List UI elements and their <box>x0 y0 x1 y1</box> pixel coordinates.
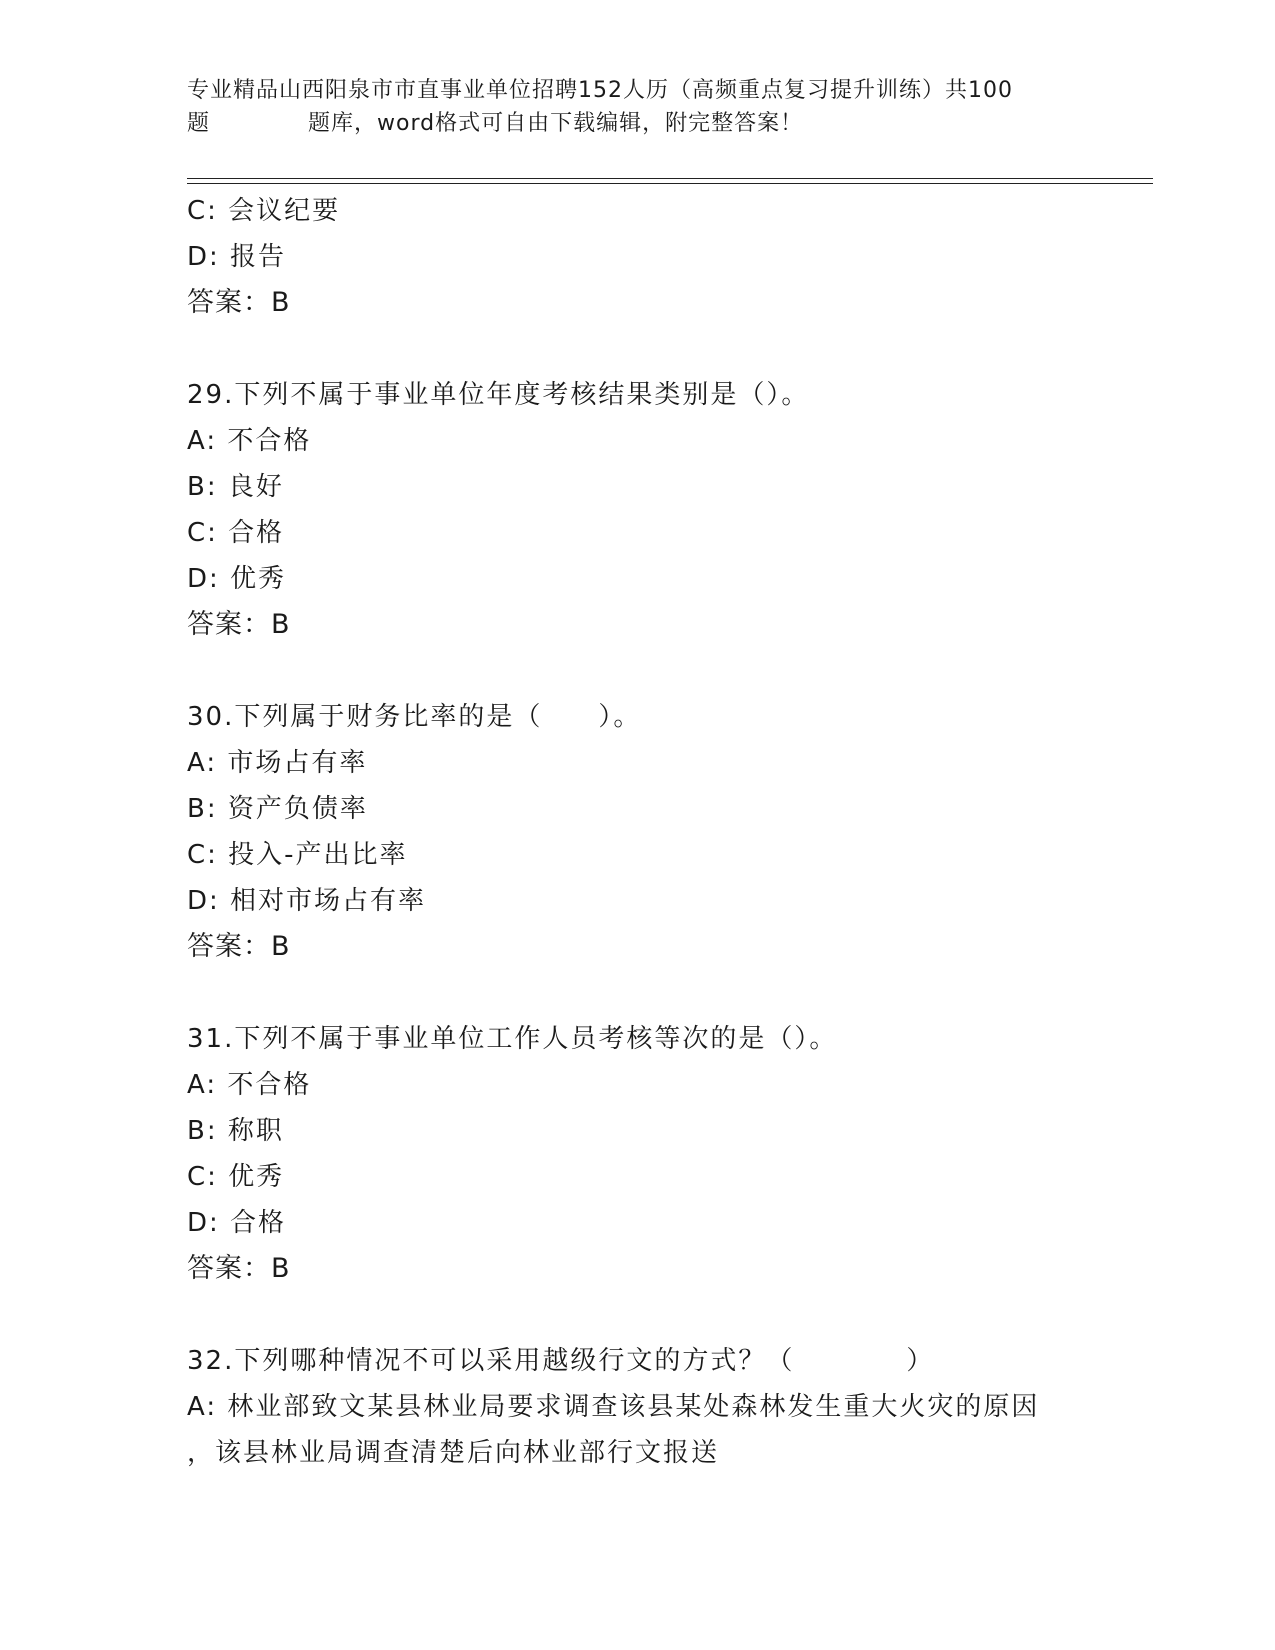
spacer <box>187 970 1147 1016</box>
option-b: B: 称职 <box>187 1116 284 1146</box>
option-a: A: 市场占有率 <box>187 748 368 778</box>
answer-line: 答案：B <box>187 609 291 640</box>
spacer <box>187 1292 1147 1338</box>
question-32 <box>187 1338 1147 1476</box>
question-stem: 29.下列不属于事业单位年度考核结果类别是（）。 <box>187 380 810 410</box>
question-stem: 32.下列哪种情况不可以采用越级行文的方式？（ ） <box>187 1346 935 1376</box>
question-list <box>187 188 1147 1476</box>
title-line-2-text: 题库，word格式可自由下载编辑，附完整答案！ <box>308 111 804 136</box>
question-stem: 31.下列不属于事业单位工作人员考核等次的是（）。 <box>187 1024 838 1054</box>
answer-line: 答案：B <box>187 1253 291 1284</box>
question-stem: 30.下列属于财务比率的是（ ）。 <box>187 702 642 732</box>
option-d: D: 优秀 <box>187 564 287 594</box>
answer-line: 答案：B <box>187 931 291 962</box>
header-divider-bottom <box>187 183 1153 184</box>
option-b: B: 良好 <box>187 472 284 502</box>
question-31 <box>187 1016 1147 1292</box>
option-d: D: 报告 <box>187 242 287 272</box>
option-d: D: 相对市场占有率 <box>187 886 427 916</box>
option-b: B: 资产负债率 <box>187 794 368 824</box>
answer-line: 答案：B <box>187 287 291 318</box>
option-a: A: 不合格 <box>187 1070 312 1100</box>
option-c: C: 优秀 <box>187 1162 285 1192</box>
spacer <box>187 648 1147 694</box>
option-a-continued: ，该县林业局调查清楚后向林业部行文报送 <box>187 1438 720 1468</box>
option-a: A: 林业部致文某县林业局要求调查该县某处森林发生重大火灾的原因 <box>187 1392 1040 1422</box>
option-a: A: 不合格 <box>187 426 312 456</box>
header-divider-top <box>187 178 1153 179</box>
question-29 <box>187 372 1147 648</box>
document-title-line-2 <box>187 107 1087 140</box>
title-line-2-prefix: 题 <box>187 111 211 136</box>
option-c: C: 合格 <box>187 518 285 548</box>
option-c: C: 会议纪要 <box>187 196 341 226</box>
spacer <box>187 326 1147 372</box>
question-28-continuation <box>187 188 1147 326</box>
page-header <box>187 74 1087 140</box>
option-d: D: 合格 <box>187 1208 287 1238</box>
question-30 <box>187 694 1147 970</box>
document-title-line-1: 专业精品山西阳泉市市直事业单位招聘152人历（高频重点复习提升训练）共100 <box>187 78 1013 103</box>
option-c: C: 投入-产出比率 <box>187 840 408 870</box>
